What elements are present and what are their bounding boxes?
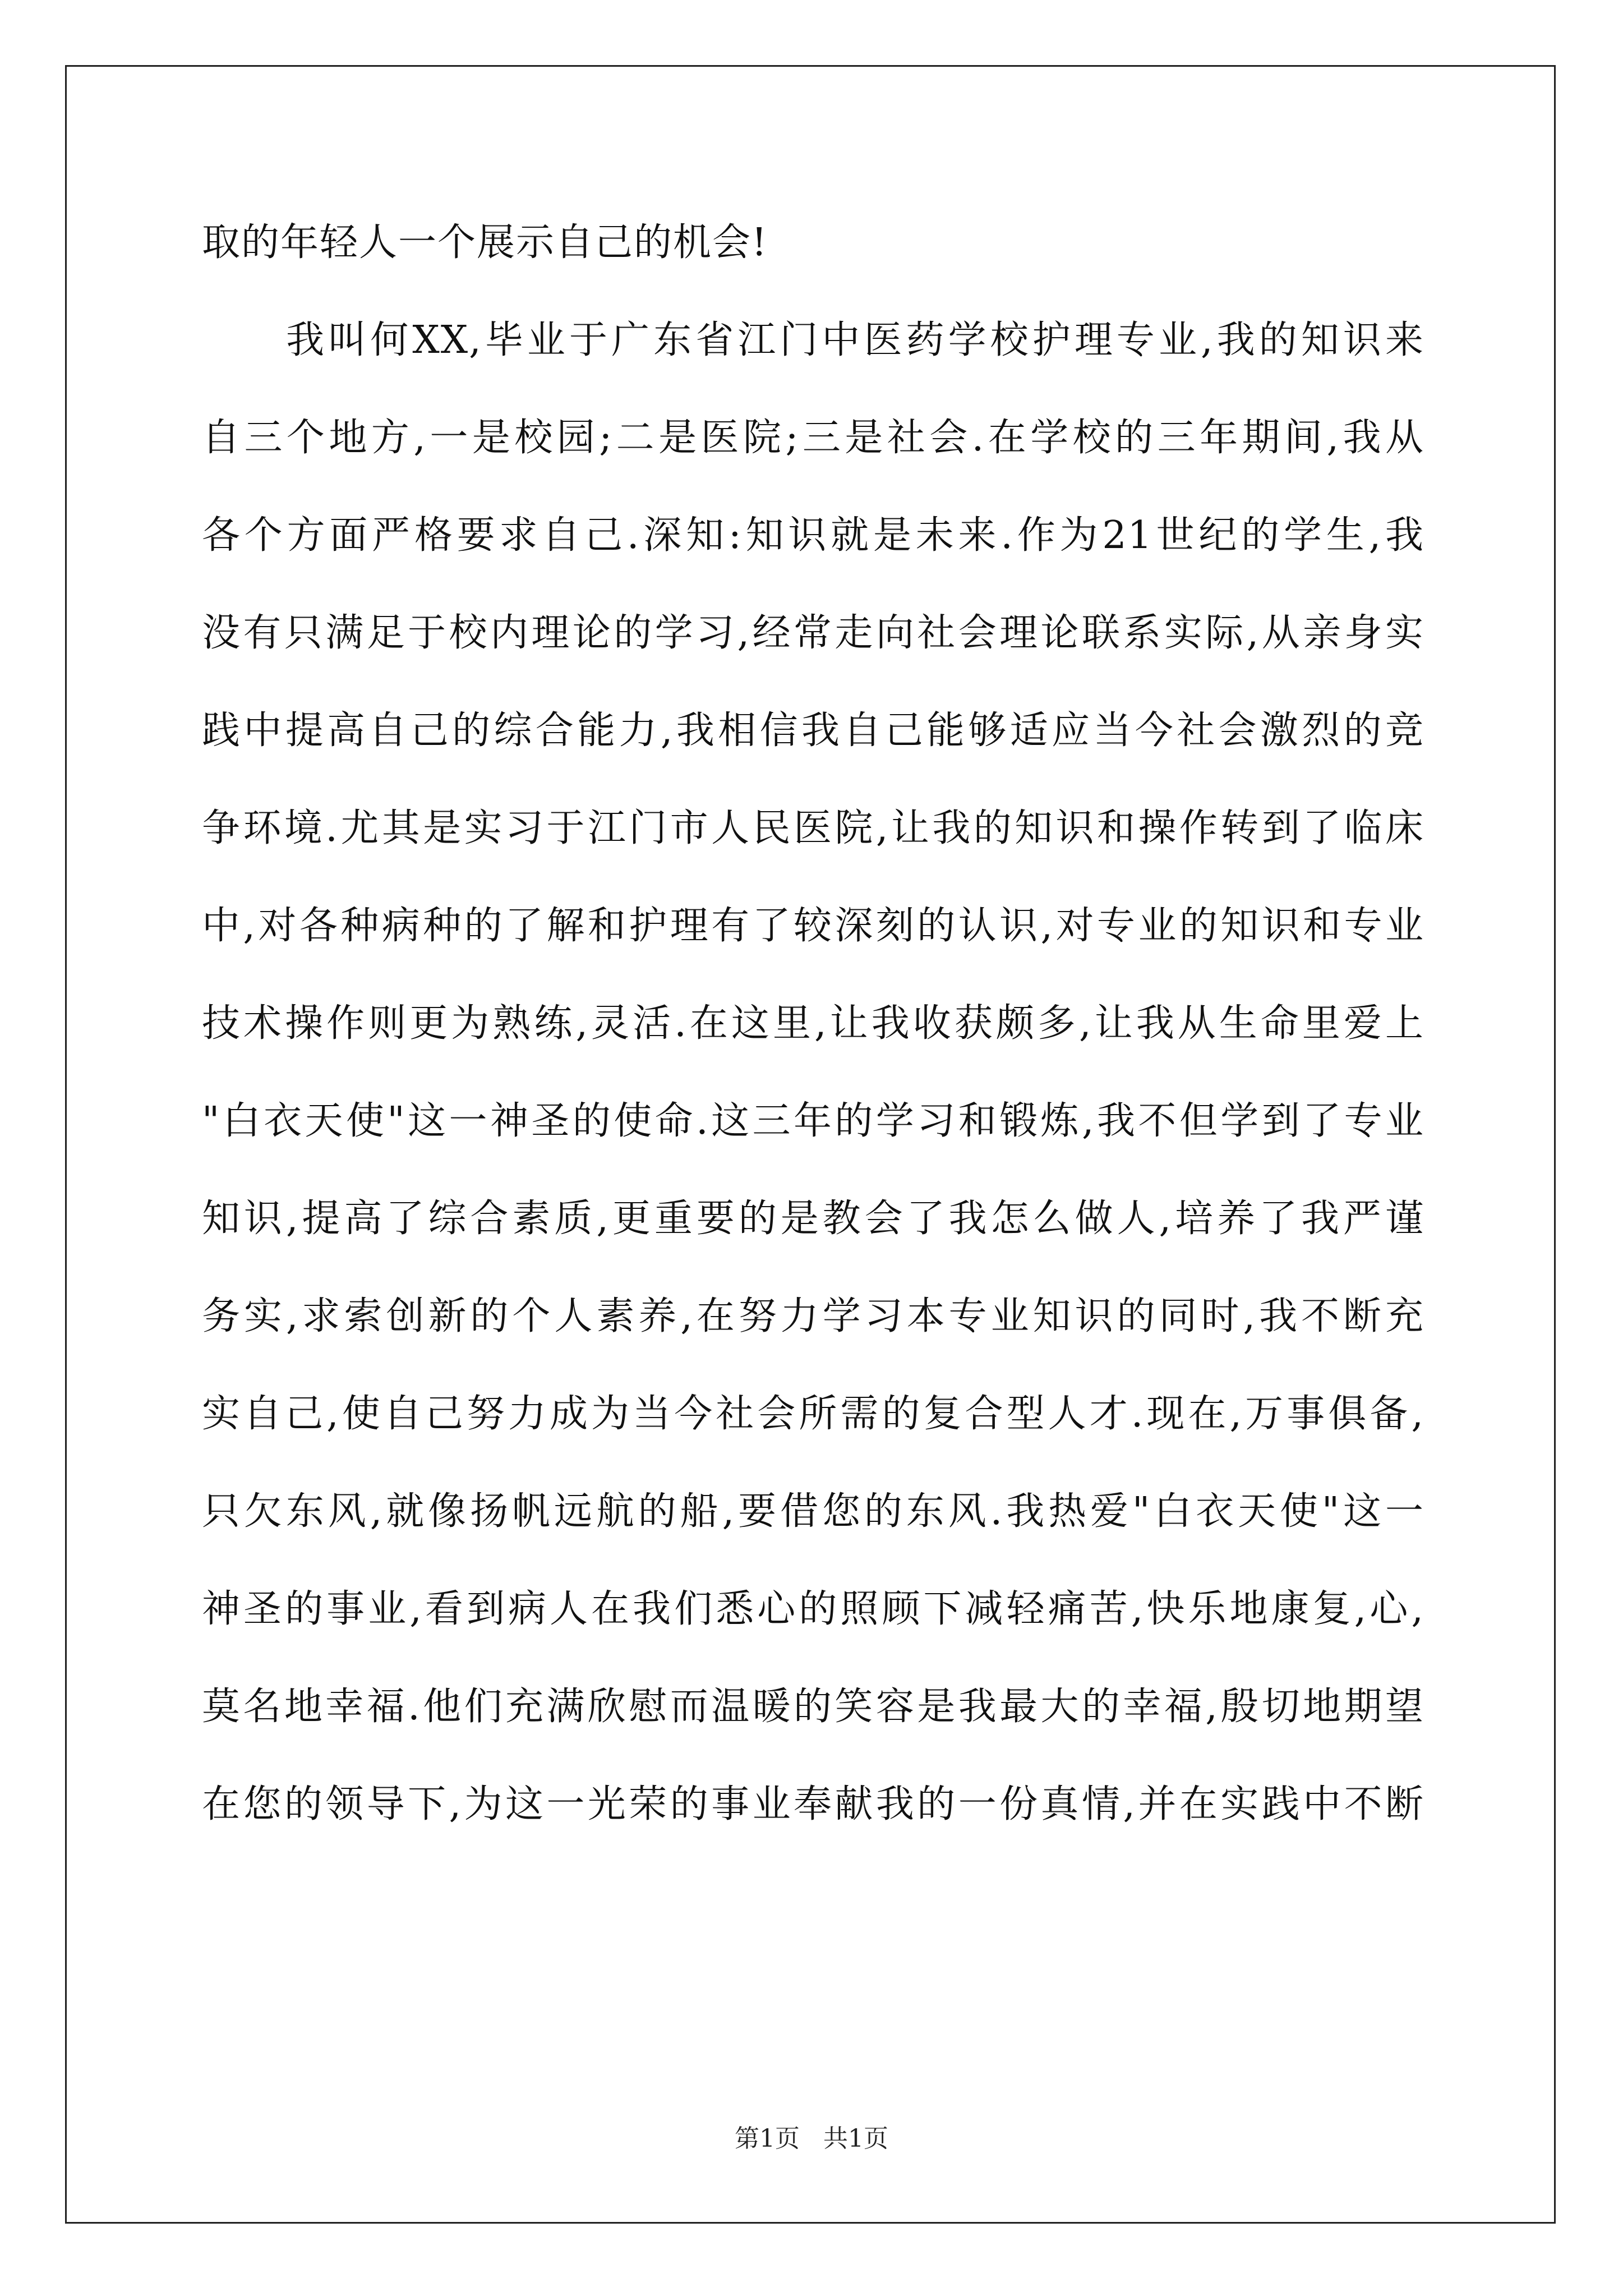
text-line: 取的年轻人一个展示自己的机会!	[202, 220, 768, 265]
text-line: 只欠东风,就像扬帆远航的船,要借您的东风.我热爱"白衣天使"这一	[202, 1489, 1424, 1534]
text-line: 知识,提高了综合素质,更重要的是教会了我怎么做人,培养了我严谨	[202, 1197, 1424, 1241]
text-line: 务实,求索创新的个人素养,在努力学习本专业知识的同时,我不断充	[202, 1294, 1424, 1338]
text-line: 神圣的事业,看到病人在我们悉心的照顾下减轻痛苦,快乐地康复,心,	[202, 1587, 1424, 1631]
text-line: 技术操作则更为熟练,灵活.在这里,让我收获颇多,让我从生命里爱上	[202, 1001, 1424, 1046]
text-line: 争环境.尤其是实习于江门市人民医院,让我的知识和操作转到了临床	[202, 806, 1424, 850]
page-number-total: 共1页	[823, 2124, 888, 2153]
text-line: 实自己,使自己努力成为当今社会所需的复合型人才.现在,万事俱备,	[202, 1392, 1424, 1436]
text-line: 我叫何XX,毕业于广东省江门中医药学校护理专业,我的知识来	[202, 318, 1424, 362]
text-line: "白衣天使"这一神圣的使命.这三年的学习和锻炼,我不但学到了专业	[202, 1099, 1424, 1143]
text-line: 自三个地方,一是校园;二是医院;三是社会.在学校的三年期间,我从	[202, 416, 1424, 460]
page-footer	[0, 2118, 1623, 2154]
page-number-current: 第1页	[735, 2124, 800, 2153]
text-line: 各个方面严格要求自己.深知:知识就是未来.作为21世纪的学生,我	[202, 513, 1424, 558]
text-line: 在您的领导下,为这一光荣的事业奉献我的一份真情,并在实践中不断	[202, 1782, 1424, 1826]
text-line: 莫名地幸福.他们充满欣慰而温暖的笑容是我最大的幸福,殷切地期望	[202, 1685, 1424, 1729]
document-body	[202, 211, 1424, 1870]
text-line: 没有只满足于校内理论的学习,经常走向社会理论联系实际,从亲身实	[202, 611, 1424, 655]
text-line: 践中提高自己的综合能力,我相信我自己能够适应当今社会激烈的竞	[202, 708, 1424, 753]
text-line: 中,对各种病种的了解和护理有了较深刻的认识,对专业的知识和专业	[202, 904, 1424, 948]
